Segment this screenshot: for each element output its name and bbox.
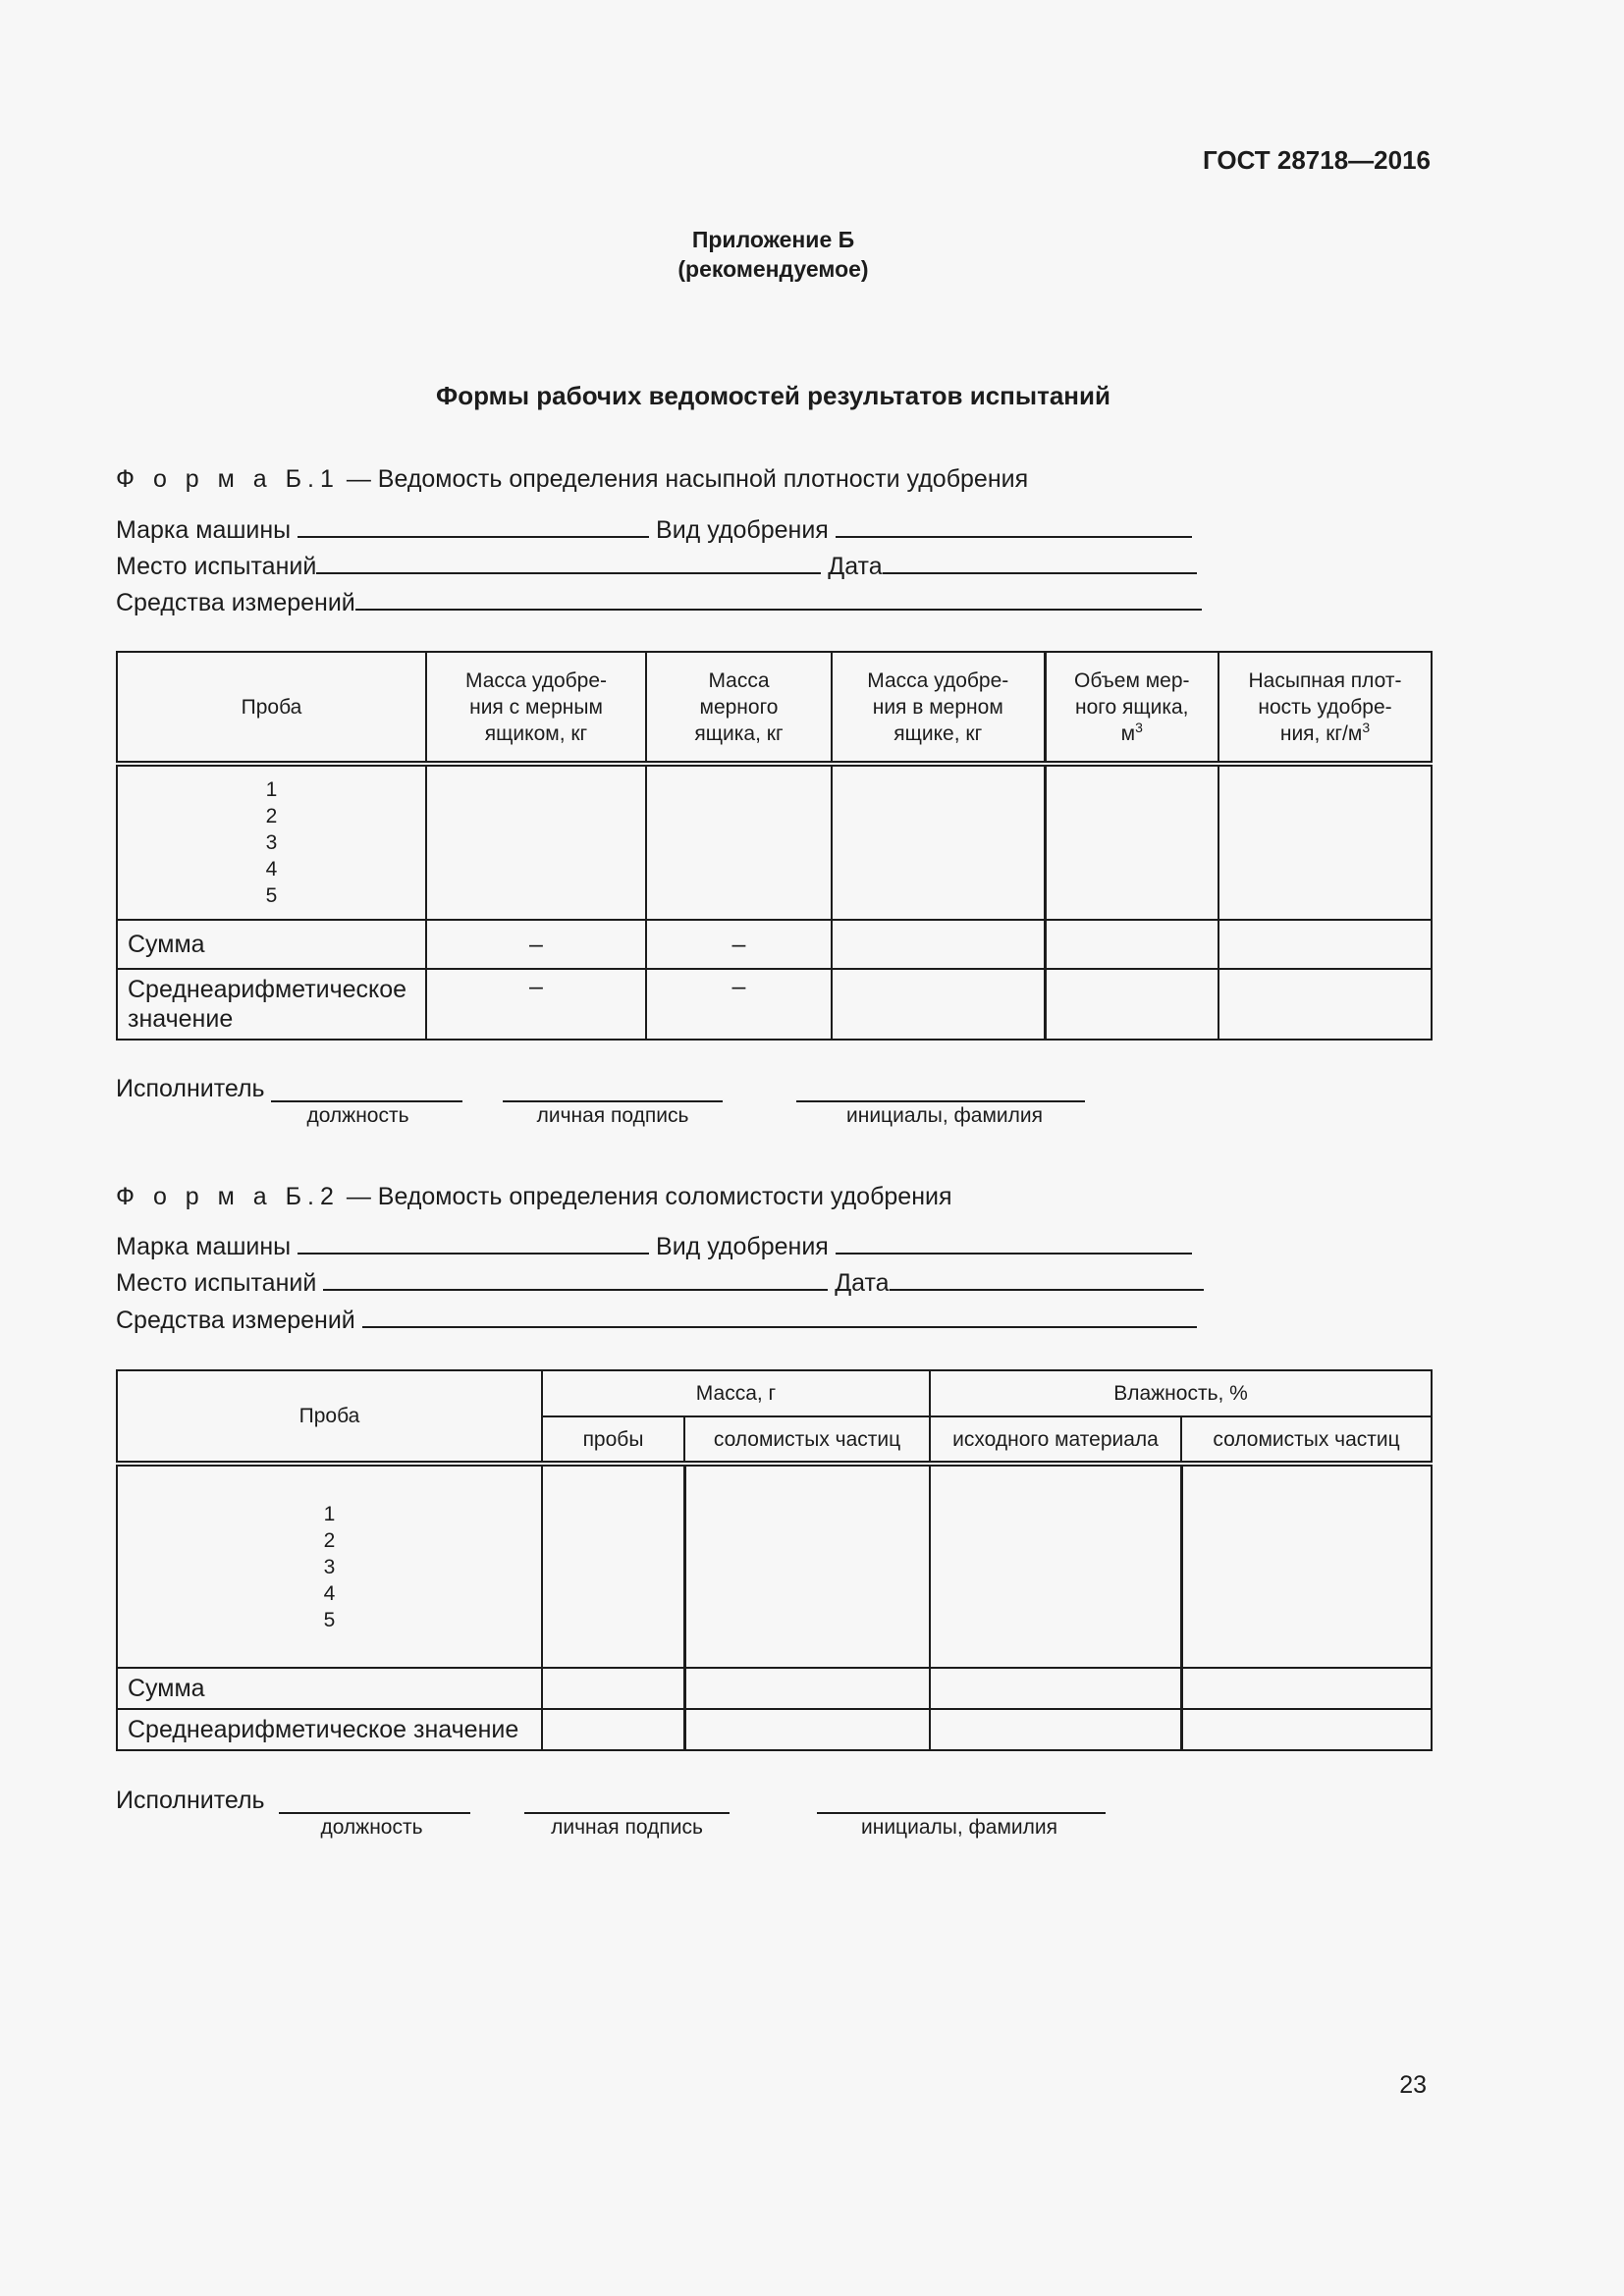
form1-instruments-label: Средства измерений xyxy=(116,589,355,616)
form1-row-number: 3 xyxy=(265,831,278,854)
form2-header-moisture: Влажность, % xyxy=(930,1370,1432,1416)
form2-cell[interactable] xyxy=(684,1668,930,1709)
form2-name-caption: инициалы, фамилия xyxy=(861,1816,1057,1839)
form2-header-straw-moisture: соломистых частиц xyxy=(1181,1416,1432,1464)
form2-machine-blank[interactable] xyxy=(298,1231,649,1255)
form2-row-number: 4 xyxy=(323,1581,336,1605)
form1-heading xyxy=(116,465,1028,494)
form2-position-caption: должность xyxy=(320,1816,423,1839)
form1-sum-dash: – xyxy=(646,920,832,969)
form1-sample-numbers xyxy=(117,764,426,920)
form2-sum-label: Сумма xyxy=(117,1668,542,1709)
appendix-title: Приложение Б xyxy=(691,227,855,252)
form2-signature-caption: личная подпись xyxy=(551,1816,703,1839)
form2-date-blank[interactable] xyxy=(890,1267,1204,1291)
form2-fertilizer-blank[interactable] xyxy=(836,1231,1192,1255)
form1-cell[interactable] xyxy=(426,764,646,920)
form1-fertilizer-blank[interactable] xyxy=(836,514,1192,538)
form2-heading xyxy=(116,1183,952,1211)
form2-machine-label: Марка машины xyxy=(116,1233,292,1260)
form2-cell[interactable] xyxy=(542,1464,684,1668)
form2-row-number: 5 xyxy=(323,1608,336,1631)
form2-position-line[interactable] xyxy=(279,1810,470,1814)
form2-name-line[interactable] xyxy=(817,1810,1106,1814)
form2-instruments-blank[interactable] xyxy=(362,1305,1197,1328)
form2-header-source-moisture: исходного материала xyxy=(930,1416,1181,1464)
form1-cell[interactable] xyxy=(1045,969,1218,1040)
form2-table xyxy=(116,1369,1433,1751)
form1-field-row-3 xyxy=(116,587,1202,617)
form1-header-sample: Проба xyxy=(117,652,426,764)
form2-header-mass: Масса, г xyxy=(542,1370,930,1416)
appendix-status: (рекомендуемое) xyxy=(677,256,869,282)
form2-fertilizer-label: Вид удобрения xyxy=(656,1233,829,1260)
form2-field-row-2 xyxy=(116,1267,1204,1298)
form1-cell[interactable] xyxy=(832,920,1045,969)
form2-date-label: Дата xyxy=(835,1269,890,1297)
form1-place-label: Место испытаний xyxy=(116,553,317,580)
form1-cell[interactable] xyxy=(1045,920,1218,969)
form2-row-number: 3 xyxy=(323,1555,336,1578)
form2-cell[interactable] xyxy=(542,1709,684,1750)
form1-header-volume-text: Объем мер-ного ящика, м xyxy=(1073,668,1190,745)
form1-date-label: Дата xyxy=(828,553,883,580)
form1-header-volume xyxy=(1045,652,1218,764)
form1-cell[interactable] xyxy=(832,969,1045,1040)
form2-field-row-1 xyxy=(116,1231,1192,1261)
form1-sum-dash: – xyxy=(426,920,646,969)
form1-cell[interactable] xyxy=(832,764,1045,920)
form1-title: — Ведомость определения насыпной плотности удобрения xyxy=(346,465,1029,493)
form1-position-line[interactable] xyxy=(271,1098,462,1102)
form1-machine-blank[interactable] xyxy=(298,514,649,538)
form1-table xyxy=(116,651,1433,1041)
form2-cell[interactable] xyxy=(542,1668,684,1709)
form1-header-box-mass: Масса мерного ящика, кг xyxy=(646,652,832,764)
form1-mean-dash: – xyxy=(646,969,832,1040)
form2-instruments-label: Средства измерений xyxy=(116,1307,355,1334)
form2-cell[interactable] xyxy=(930,1709,1181,1750)
form2-cell[interactable] xyxy=(1181,1668,1432,1709)
form1-instruments-blank[interactable] xyxy=(355,587,1202,611)
page-number: 23 xyxy=(1399,2071,1427,2099)
form2-mean-label: Среднеарифметическое значение xyxy=(117,1709,542,1750)
form2-sample-numbers xyxy=(117,1464,542,1668)
document-standard-number: ГОСТ 28718—2016 xyxy=(1203,145,1431,175)
form2-cell[interactable] xyxy=(1181,1464,1432,1668)
form1-header-mass-in-box: Масса удобре-ния в мерном ящике, кг xyxy=(832,652,1045,764)
form1-cell[interactable] xyxy=(1045,764,1218,920)
form1-field-row-2 xyxy=(116,551,1197,581)
form1-header-density-text: Насыпная плот-ность удобре-ния, кг/м xyxy=(1248,668,1402,745)
form2-header-sample-mass: пробы xyxy=(542,1416,684,1464)
form2-cell[interactable] xyxy=(1181,1709,1432,1750)
form2-signature-line[interactable] xyxy=(524,1810,730,1814)
form1-mean-dash: – xyxy=(426,969,646,1040)
form1-signature-caption: личная подпись xyxy=(536,1104,689,1127)
form1-fertilizer-label: Вид удобрения xyxy=(656,516,829,544)
form1-label: Ф о р м а Б.1 xyxy=(116,465,340,493)
form1-machine-label: Марка машины xyxy=(116,516,292,544)
form1-row-number: 2 xyxy=(265,805,278,828)
form1-place-blank[interactable] xyxy=(316,551,821,574)
form1-header-mass-full: Масса удобре-ния с мерным ящиком, кг xyxy=(426,652,646,764)
form1-row-number: 5 xyxy=(265,884,278,907)
form2-place-label: Место испытаний xyxy=(116,1269,317,1297)
form2-field-row-3 xyxy=(116,1305,1197,1335)
form1-header-density-sup: 3 xyxy=(1362,719,1371,735)
form1-signature-line[interactable] xyxy=(503,1098,723,1102)
form1-date-blank[interactable] xyxy=(883,551,1197,574)
form2-executor-label: Исполнитель xyxy=(116,1787,265,1814)
form1-position-caption: должность xyxy=(306,1104,409,1127)
form1-cell[interactable] xyxy=(1218,920,1432,969)
form1-row-number: 1 xyxy=(265,778,278,801)
form2-place-blank[interactable] xyxy=(323,1267,828,1291)
form2-row-number: 1 xyxy=(323,1502,336,1525)
form1-field-row-1 xyxy=(116,514,1192,545)
form2-label: Ф о р м а Б.2 xyxy=(116,1183,340,1210)
form1-mean-label-line-1: Среднеарифметическое xyxy=(128,976,407,1003)
section-title: Формы рабочих ведомостей результатов испытаний xyxy=(436,381,1110,410)
form1-name-caption: инициалы, фамилия xyxy=(846,1104,1043,1127)
form1-cell[interactable] xyxy=(1218,969,1432,1040)
form2-header-sample: Проба xyxy=(117,1370,542,1464)
form1-cell[interactable] xyxy=(1218,764,1432,920)
form1-cell[interactable] xyxy=(646,764,832,920)
form1-mean-label-line-2: значение xyxy=(128,1005,234,1033)
form2-title: — Ведомость определения соломистости удобрения xyxy=(346,1183,952,1210)
form2-cell[interactable] xyxy=(684,1709,930,1750)
form1-header-density xyxy=(1218,652,1432,764)
form2-cell[interactable] xyxy=(930,1668,1181,1709)
form1-row-number: 4 xyxy=(265,858,278,881)
form1-name-line[interactable] xyxy=(796,1098,1085,1102)
form2-header-straw-mass: соломистых частиц xyxy=(684,1416,930,1464)
form1-header-volume-sup: 3 xyxy=(1135,719,1143,735)
form1-executor-label: Исполнитель xyxy=(116,1075,265,1102)
form2-cell[interactable] xyxy=(684,1464,930,1668)
form1-mean-label xyxy=(117,969,426,1040)
form2-row-number: 2 xyxy=(323,1528,336,1552)
form2-cell[interactable] xyxy=(930,1464,1181,1668)
form1-sum-label: Сумма xyxy=(117,920,426,969)
